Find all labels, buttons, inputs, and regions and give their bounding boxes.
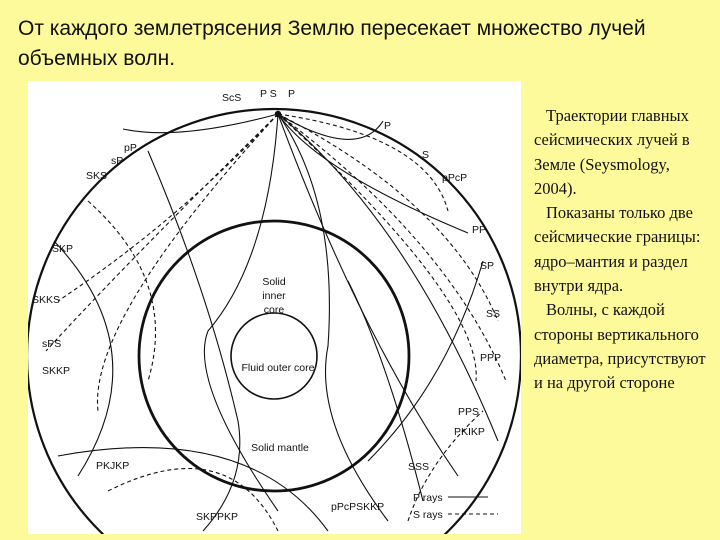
label-left: pP bbox=[124, 142, 137, 154]
label-right: PPP bbox=[480, 352, 502, 364]
label-outer-core: Fluid outer core bbox=[241, 362, 315, 374]
inner-core-boundary bbox=[231, 313, 317, 399]
slide-title: От каждого землетрясения Землю пересекает множество лучей объемных волн. bbox=[18, 17, 646, 70]
label-left: sPS bbox=[42, 338, 62, 350]
ray-skppkp-s bbox=[108, 469, 278, 532]
label-right: SSS bbox=[408, 461, 430, 473]
ray-skppkp bbox=[148, 151, 240, 531]
ray-pp-left bbox=[123, 114, 278, 133]
label-right: S bbox=[422, 149, 430, 161]
seismic-ray-diagram bbox=[28, 81, 521, 534]
label-right: P bbox=[384, 120, 392, 132]
caption-paragraph: Показаны только две сейсмические границы: ядро–мантия и раздел внутри ядра. bbox=[534, 203, 701, 296]
label-right: PP bbox=[472, 224, 487, 236]
legend-s-rays: S rays bbox=[413, 509, 443, 521]
label-left: SKPPKP bbox=[196, 511, 239, 523]
label-inner-core: inner bbox=[262, 290, 286, 302]
label-ps: P S bbox=[260, 88, 277, 100]
label-right: pPcPSKKP bbox=[331, 501, 385, 513]
figure-caption bbox=[534, 104, 716, 396]
caption-paragraph: Волны, с каждой стороны вертикального диаметра, присутствуют и на другой стороне bbox=[534, 300, 706, 393]
label-inner-core: core bbox=[263, 304, 285, 316]
caption-paragraph: Траектории главных сейсмических лучей в Земле (Seysmology, 2004). bbox=[534, 106, 690, 198]
legend-p-rays: P rays bbox=[413, 492, 443, 504]
label-right: PPS bbox=[458, 406, 480, 418]
ray-ppp bbox=[278, 114, 501, 441]
ray-skp bbox=[54, 241, 113, 476]
label-left: SKS bbox=[86, 170, 108, 182]
label-left: SKP bbox=[52, 243, 74, 255]
label-p-top: P bbox=[288, 88, 296, 100]
label-right: SS bbox=[486, 308, 501, 320]
label-left: SKKP bbox=[42, 365, 71, 377]
label-right: PKIKP bbox=[454, 426, 485, 438]
label-left: sP bbox=[111, 155, 124, 167]
label-inner-core: Solid bbox=[262, 276, 286, 288]
label-left: PKJKP bbox=[96, 460, 130, 472]
ray-ss bbox=[278, 114, 506, 381]
label-right: pPcP bbox=[442, 172, 468, 184]
ray-sp-left bbox=[88, 201, 156, 381]
label-mantle: Solid mantle bbox=[251, 442, 309, 454]
earthquake-focus-marker bbox=[275, 111, 281, 117]
ray-s bbox=[278, 114, 448, 211]
label-scs: ScS bbox=[222, 92, 242, 104]
ray-pkikp bbox=[278, 114, 458, 476]
seismic-ray-figure bbox=[28, 81, 521, 534]
label-left: SKKS bbox=[32, 294, 61, 306]
label-right: SP bbox=[480, 260, 495, 272]
